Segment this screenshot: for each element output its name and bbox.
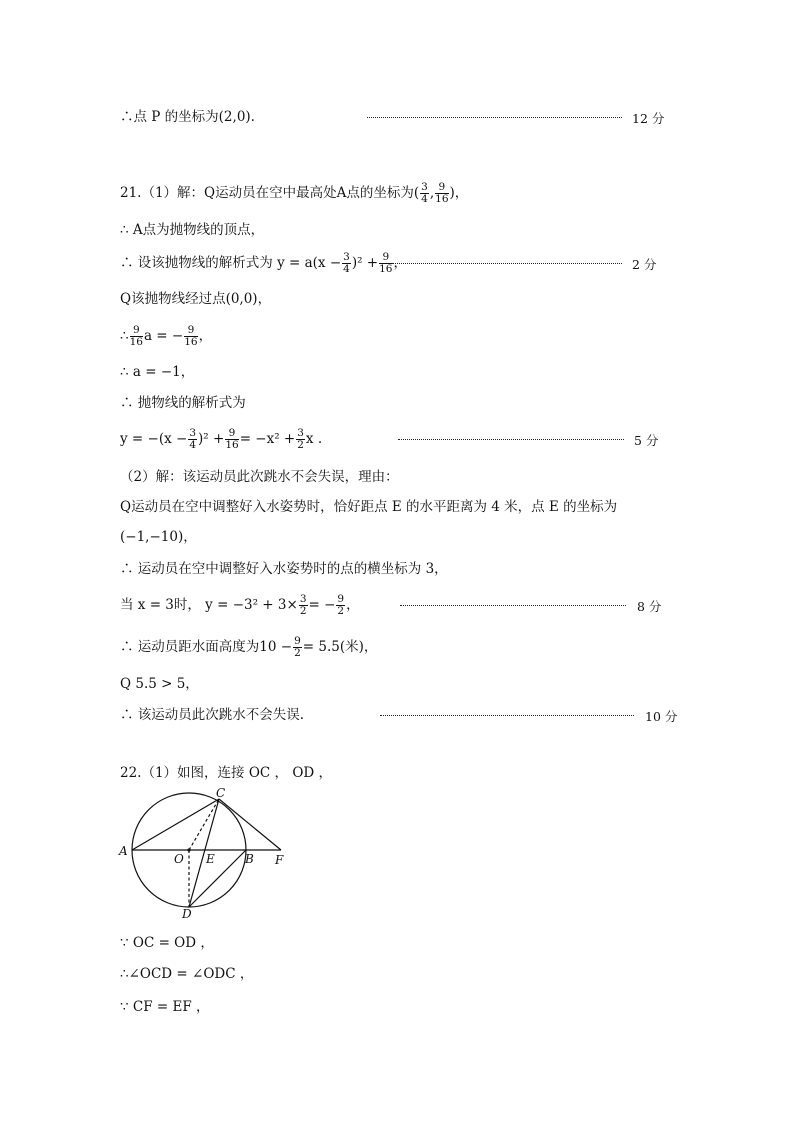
text-line: Q 5.5 > 5， <box>120 676 199 692</box>
segment-bd <box>189 850 246 907</box>
text-line: ∴ 运动员距水面高度为10 − $\frac{9}{2}$ = 5.5(米)， <box>120 635 378 659</box>
label-b: B <box>245 852 254 866</box>
label-a: A <box>119 844 128 858</box>
fraction: $\frac{3}{2}$ <box>299 593 307 617</box>
text-line: ∴ 该运动员此次跳水不会失误. <box>120 707 305 723</box>
text-line: ∴ $\frac{9}{16}$ a = − $\frac{9}{16}$ ， <box>120 324 213 348</box>
dotted-leader <box>392 263 622 264</box>
fraction: $\frac{9}{2}$ <box>294 635 301 659</box>
segment-cf <box>219 799 281 850</box>
fraction: $\frac{3}{4}$ <box>189 427 197 451</box>
dotted-leader <box>398 439 624 440</box>
text-line: ∴ A点为抛物线的顶点， <box>120 222 265 238</box>
center-point <box>187 848 190 851</box>
text-line: ∴ 抛物线的解析式为 <box>120 395 246 411</box>
circle-figure <box>118 786 298 921</box>
fraction: $\frac{9}{16}$ <box>435 181 449 205</box>
fraction: $\frac{9}{16}$ <box>129 324 143 348</box>
label-o: O <box>174 852 184 866</box>
label-e: E <box>206 852 215 866</box>
dotted-leader <box>367 117 622 118</box>
label-f: F <box>275 853 284 867</box>
dotted-leader <box>380 715 634 716</box>
text-line: （2）解：该运动员此次跳水不会失误，理由： <box>120 469 399 485</box>
fraction: $\frac{3}{2}$ <box>297 427 304 451</box>
score-label: 5 分 <box>634 433 659 448</box>
text-line: Q运动员在空中调整好入水姿势时，恰好距点 E 的水平距离为 4 米，点 E 的坐标为 <box>120 499 618 515</box>
label-c: C <box>216 786 226 800</box>
text-line: 22.（1）如图，连接 OC ， OD ， <box>120 765 333 781</box>
text-line: ∴∠OCD = ∠ODC ， <box>120 966 254 982</box>
fraction: $\frac{9}{16}$ <box>184 324 198 348</box>
text-line: 21.（1）解：Q运动员在空中最高处A点的坐标为( $\frac{3}{4}$ , $\frac{9}{16}$ )， <box>120 181 469 205</box>
text-line: (−1,−10)， <box>120 529 197 545</box>
fraction: $\frac{3}{4}$ <box>343 251 350 275</box>
text-line: ∴ 设该抛物线的解析式为 y = a(x − $\frac{3}{4}$ )² + $\frac{9}{16}$ ， <box>120 251 407 275</box>
fraction: $\frac{9}{2}$ <box>337 593 345 617</box>
segment-ac <box>132 799 219 850</box>
text-line: Q该抛物线经过点(0,0)， <box>120 291 272 307</box>
score-label: 10 分 <box>645 709 678 724</box>
text-line: ∵ CF = EF ， <box>120 999 210 1015</box>
text-line: 当 x = 3时， y = −3² + 3× $\frac{3}{2}$ = − $\frac{9}{2}$ ， <box>120 593 360 617</box>
fraction: $\frac{3}{4}$ <box>421 181 428 205</box>
text-line: ∴ 运动员在空中调整好入水姿势时的点的横坐标为 3， <box>120 561 448 577</box>
fraction: $\frac{9}{16}$ <box>225 427 239 451</box>
label-d: D <box>182 907 192 921</box>
score-label: 2 分 <box>632 257 657 272</box>
text-line: ∵ OC = OD ， <box>120 935 214 951</box>
dotted-leader <box>400 605 626 606</box>
score-label: 12 分 <box>632 111 665 126</box>
segment-oc <box>189 799 219 850</box>
text-line: ∴ a = −1， <box>120 364 195 380</box>
text-line: y = −(x − $\frac{3}{4}$ )² + $\frac{9}{16}$ = −x² + $\frac{3}{2}$ x . <box>120 427 323 451</box>
score-label: 8 分 <box>637 599 662 614</box>
text-line: ∴点 P 的坐标为(2,0). <box>120 109 255 125</box>
fraction: $\frac{9}{16}$ <box>379 251 393 275</box>
